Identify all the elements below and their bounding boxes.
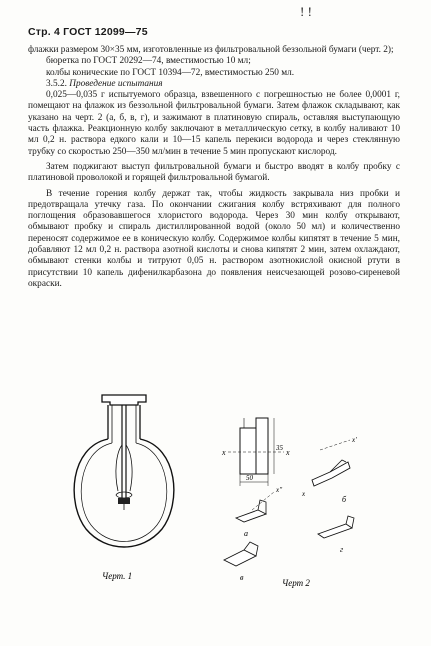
figure-1-flask (60, 383, 190, 583)
axis-label-x-double-prime: x'' (276, 486, 283, 494)
step-label-v: в (240, 573, 244, 582)
page-header: Стр. 4 ГОСТ 12099—75 (28, 26, 148, 38)
scan-marks: ! ! (300, 4, 312, 19)
step-label-b: б (342, 495, 347, 504)
axis-label-x-right: x (286, 448, 290, 457)
step-label-a: а (244, 529, 248, 538)
paragraph-burette: бюретка по ГОСТ 20292—74, вместимостью 10 мл; (46, 56, 251, 67)
axis-label-x-step-b: x (302, 490, 306, 498)
dimension-50: 50 (246, 474, 253, 482)
dimension-35: 35 (276, 444, 283, 452)
axis-label-x: x (222, 448, 226, 457)
step-label-g: г (340, 545, 344, 554)
section-heading (28, 79, 400, 90)
paragraph-flags: флажки размером 30×35 мм, изготовленные из фильтровальной беззольной бумаги (черт. 2); (28, 45, 394, 55)
paragraph-combustion: В течение горения колбу держат так, чтобы жидкость закрывала низ пробки и предотвращала утечку газа. По окончании сжигания колбу встряхивают для полного поглощения образовавшегося хлористого водорода. Через 30 мин колбу открывают, обмывают пробку и спираль дистиллированной водой (около 50 мл) и количественно переносят содержимое ее в коническую колбу. Содержимое колбы кипятят в течение 5 мин, добавляют 12 мл 0,2 н. раствора азотной кислоты и снова кипятят 2 мин, затем охлаждают, обмывают стенки колбы и титруют 0,05 н. раствором азотнокислой окисной ртути в присутствии 10 капель дифенилкарбазона до появления неисчезающей розово-сиреневой окраски. (28, 188, 400, 289)
axis-label-x-prime: x' (352, 436, 357, 444)
paragraph-procedure: 0,025—0,035 г испытуемого образца, взвешенного с погрешностью не более 0,0001 г, помещают на флажок из беззольной фильтровальной бумаги. Затем флажок складывают, как указано на черт. 2 (а, б, в, г), и зажимают в платиновую спираль, оставляя выступающую часть флажка. Реакционную колбу заключают в металлическую сетку, в колбу наливают 10 мл 0,2 н. раствора едкого кали и 10—15 капель перекиси водорода и через стеклянную трубку со скоростью 250—350 мл/мин в течение 5 мин пропускают кислород. (28, 90, 400, 157)
section-title: Проведение испытания (69, 78, 163, 89)
paragraph-flasks: колбы конические по ГОСТ 10394—72, вместимостью 250 мл. (46, 67, 295, 78)
body-text (28, 45, 400, 290)
figure-2-flag-folding (200, 410, 400, 590)
paragraph-ignition: Затем поджигают выступ фильтровальной бумаги и быстро вводят в колбу пробку с платиновой проволокой и горящей фильтровальной бумагой. (28, 161, 400, 184)
section-number: 3.5.2. (46, 78, 67, 89)
figure-2-caption: Черт 2 (282, 578, 310, 588)
figure-1-caption: Черт. 1 (102, 571, 133, 581)
